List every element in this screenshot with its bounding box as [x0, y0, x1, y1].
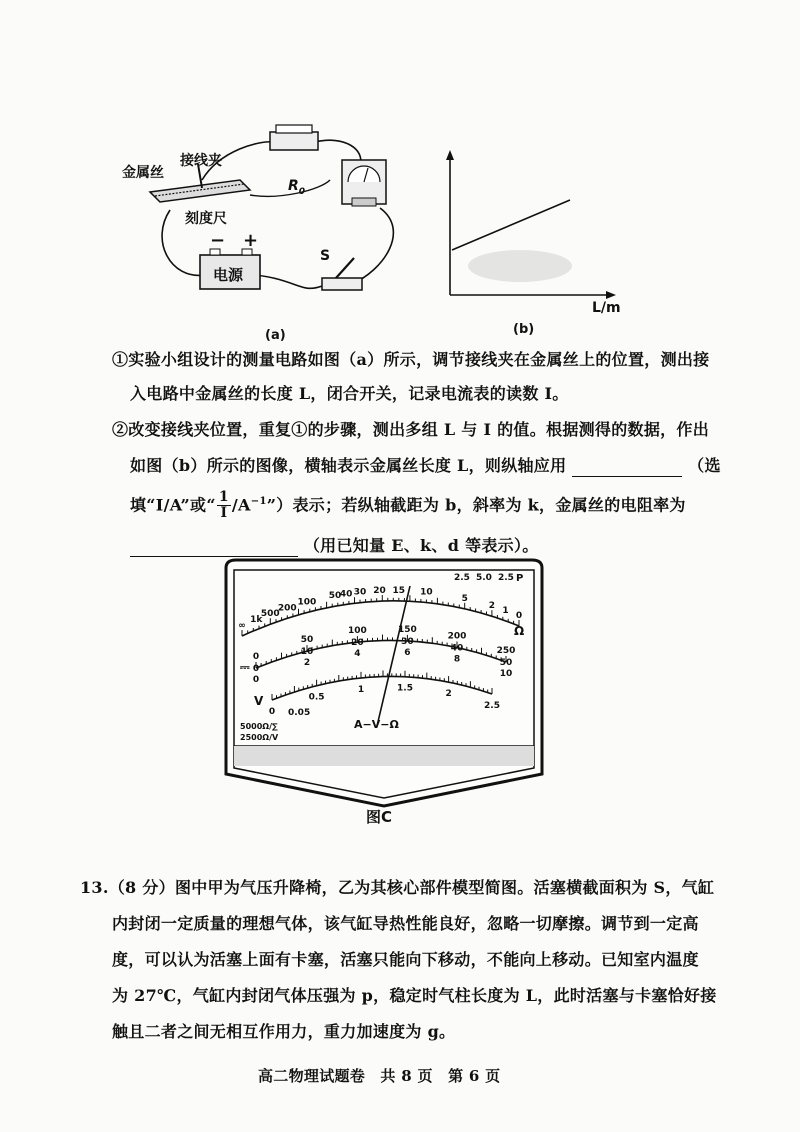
- dc250-scale-label: 50: [300, 635, 314, 646]
- q13-line1: 13.（8 分）图中甲为气压升降椅，乙为其核心部件模型简图。活塞横截面积为 S，气缸: [80, 878, 715, 897]
- ohm-scale-label: 5: [461, 593, 468, 604]
- dc250-scale-label: 200: [447, 631, 467, 642]
- fraction-1-over-i: $\frac{1}{I}$: [218, 489, 229, 522]
- dc10-scale-label: 6: [404, 647, 411, 658]
- meter-top-right-2: 5.0: [476, 573, 492, 583]
- label-ruler: 刻度尺: [185, 211, 227, 227]
- ohm-scale-label: 20: [373, 586, 386, 597]
- dc250-scale-label: 100: [348, 626, 367, 637]
- step2-line3: 填“I/A”或“ $\frac{1}{I}$ $/A^{-1}$”）表示；若纵轴截距为 b，斜率为 k，金属丝的电阻率为: [130, 489, 686, 522]
- q13-line2: 内封闭一定质量的理想气体，该气缸导热性能良好，忽略一切摩擦。调节到一定高: [112, 914, 699, 933]
- label-plus: +: [243, 230, 259, 251]
- ac-scale-label: 1.5: [397, 683, 413, 694]
- label-power-source: 电源: [213, 266, 244, 284]
- meter-top-right-4: P: [516, 573, 524, 584]
- ac-scale-label: 0.5: [308, 692, 325, 703]
- meter-top-right-3: 2.5: [498, 573, 514, 583]
- q13-line3: 度，可以认为活塞上面有卡塞，活塞只能向下移动，不能向上移动。已知室内温度: [112, 950, 699, 969]
- ohm-scale-label: ∞: [238, 621, 246, 631]
- ohm-scale-label: 15: [392, 585, 406, 596]
- dc50-scale-label: 40: [450, 643, 464, 654]
- ac-scale-label: 1: [357, 684, 365, 695]
- dc250-scale-label: 250: [496, 646, 516, 656]
- figure-b-graph: [440, 150, 640, 350]
- figure-c-caption: 图C: [366, 808, 393, 826]
- q13-line5: 触且二者之间无相互作用力，重力加速度为 g。: [112, 1022, 456, 1041]
- graph-axes: [440, 150, 640, 350]
- figure-c-multimeter: [214, 556, 554, 814]
- ohm-scale-label: 1: [502, 605, 509, 616]
- dc50-scale-label: 0: [252, 664, 260, 674]
- step2-line1: ②改变接线夹位置，重复①的步骤，测出多组 L 与 I 的值。根据测得的数据，作出: [112, 420, 710, 439]
- label-dc-symbol: ⎓: [240, 660, 250, 674]
- ohm-scale-label: 1k: [250, 614, 263, 625]
- meter-center-label: A−V−Ω: [354, 718, 399, 731]
- ohm-scale-label: 500: [260, 609, 280, 620]
- dc250-scale-label: 0: [252, 652, 260, 662]
- ohm-scale-label: 100: [297, 597, 317, 608]
- ac-scale-label: 0: [268, 707, 276, 717]
- ohm-scale-label: 2: [488, 601, 496, 612]
- label-minus: −: [210, 230, 226, 251]
- answer-blank-1[interactable]: [572, 456, 682, 477]
- meter-spec-1: 5000Ω/∑: [240, 722, 278, 731]
- dc50-scale-label: 20: [351, 638, 364, 649]
- dc10-scale-label: 2: [303, 658, 311, 669]
- q13-line4: 为 27℃，气缸内封闭气体压强为 p，稳定时气柱长度为 L，此时活塞与卡塞恰好接: [112, 986, 717, 1005]
- page-footer: 高二物理试题卷 共 8 页 第 6 页: [258, 1067, 501, 1085]
- figure-b-caption: (b): [513, 322, 535, 337]
- label-voltage: V: [254, 694, 264, 708]
- step1-line1: ①实验小组设计的测量电路如图（a）所示，调节接线夹在金属丝上的位置，测出接: [112, 350, 710, 369]
- dc10-scale-label: 10: [499, 669, 513, 679]
- label-clip: 接线夹: [180, 153, 222, 169]
- label-wire: 金属丝: [122, 165, 164, 181]
- ac-scale-label: 2: [445, 689, 452, 700]
- step1-line2: 入电路中金属丝的长度 L，闭合开关，记录电流表的读数 I。: [130, 384, 569, 403]
- dc10-scale-label: 0: [252, 675, 260, 685]
- meter-top-right-1: 2.5: [454, 573, 470, 583]
- ohm-scale-label: 50: [328, 591, 342, 602]
- graph-xlabel: L/m: [592, 300, 621, 316]
- meter-spec-2: 2500Ω/V: [240, 733, 279, 742]
- step2-line4: （用已知量 E、k、d 等表示）。: [130, 536, 539, 557]
- dc50-scale-label: 10: [300, 647, 314, 658]
- graph-line: [452, 200, 570, 250]
- figure-a-caption: (a): [265, 328, 286, 343]
- dc250-scale-label: 150: [398, 624, 417, 635]
- dc10-scale-label: 4: [354, 649, 361, 660]
- label-r0: $R_0$: [288, 178, 306, 197]
- ohm-scale-label: 200: [277, 603, 297, 614]
- ohm-scale-label: 40: [339, 589, 353, 600]
- answer-blank-2[interactable]: [130, 536, 298, 557]
- ohm-scale-label: 30: [353, 587, 367, 598]
- step2-line2: 如图（b）所示的图像，横轴表示金属丝长度 L，则纵轴应用 （选: [130, 456, 721, 475]
- ohm-scale-label: 10: [420, 587, 433, 598]
- circuit-drawing: [110, 120, 440, 350]
- label-switch: S: [320, 248, 331, 264]
- dc10-scale-label: 8: [453, 654, 461, 665]
- dc50-scale-label: 30: [401, 636, 414, 647]
- dc50-scale-label: 50: [499, 658, 513, 668]
- label-0-05: 0.05: [288, 708, 311, 718]
- ac-scale-label: 2.5: [484, 701, 500, 711]
- label-ohm-unit: Ω: [514, 624, 525, 638]
- ohm-scale-label: 0: [515, 611, 523, 621]
- multimeter-face: [214, 556, 554, 814]
- figure-a-circuit: [110, 120, 440, 350]
